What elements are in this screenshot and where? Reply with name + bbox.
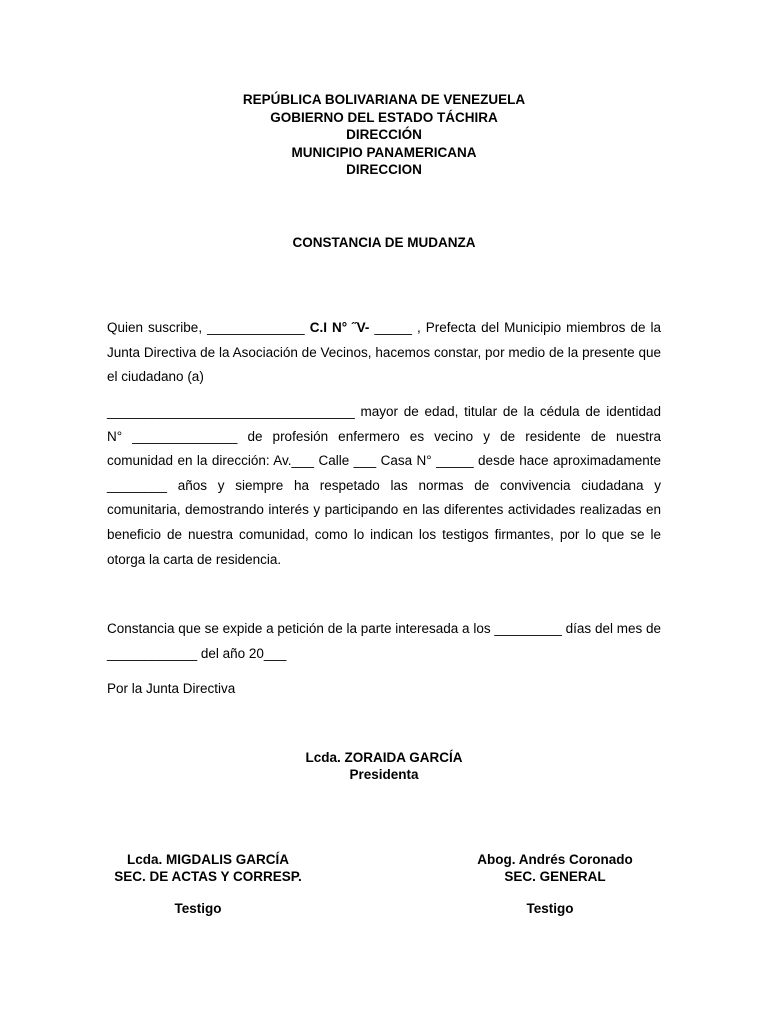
signature-secretary-acts xyxy=(58,851,358,885)
id-label: C.I N° ˝V- xyxy=(309,320,370,335)
signature-secretary-general xyxy=(405,851,705,885)
document-header xyxy=(0,91,768,179)
header-republic: REPÚBLICA BOLIVARIANA DE VENEZUELA xyxy=(242,92,526,107)
header-municipality: MUNICIPIO PANAMERICANA xyxy=(291,144,477,160)
document-title: CONSTANCIA DE MUDANZA xyxy=(292,235,476,250)
paragraph-intro xyxy=(107,316,661,390)
secretary-acts-role: SEC. DE ACTAS Y CORRESP. xyxy=(114,869,302,884)
paragraph-residence: _________________________________ mayor de edad, titular de la cédula de identidad N° ______________ de profesión enfermero es vecino y de residente de nuestra comunidad en la dirección: Av.___ Calle ___ Casa N° _____ desde hace aproximadamente ________ años y siempre ha respetado las normas de convivencia ciudadana y comunitaria, demostrando interés y participando en las diferentes actividades realizadas en beneficio de nuestra comunidad, como lo indican los testigos firmantes, por lo que se le otorga la carta de residencia. xyxy=(107,404,661,567)
paragraph-issuance: Constancia que se expide a petición de la parte interesada a los _________ días del mes de ____________ del año 20___ xyxy=(107,621,661,661)
header-government: GOBIERNO DEL ESTADO TÁCHIRA xyxy=(270,109,498,125)
president-name: Lcda. ZORAIDA GARCÍA xyxy=(305,750,463,765)
paragraph-board: Por la Junta Directiva xyxy=(107,681,236,696)
header-direction: DIRECCIÓN xyxy=(346,127,422,142)
intro-prefix: Quien suscribe, _____________ xyxy=(107,320,310,335)
header-direction-2: DIRECCION xyxy=(346,162,422,177)
secretary-general-name: Abog. Andrés Coronado xyxy=(477,852,633,867)
signature-president xyxy=(234,749,534,783)
secretary-general-role: SEC. GENERAL xyxy=(504,869,606,884)
witness-right-label: Testigo xyxy=(526,901,574,916)
intro-suffix: _____ , Prefecta del Municipio miembros de la Junta Directiva de la Asociación de Vecinos, hacemos constar, por medio de la presente que el ciudadano (a) xyxy=(107,320,661,385)
secretary-acts-name: Lcda. MIGDALIS GARCÍA xyxy=(126,852,289,867)
witness-left-label: Testigo xyxy=(174,901,222,916)
president-role: Presidenta xyxy=(349,767,419,782)
